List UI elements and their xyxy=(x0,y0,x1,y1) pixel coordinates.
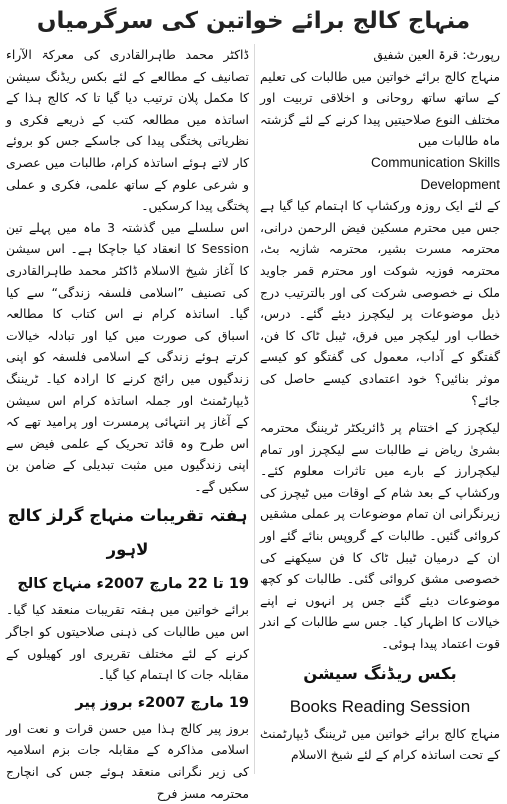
english-line: Communication Skills xyxy=(370,154,500,170)
paragraph: لیکچرز کے اختتام پر ڈائریکٹر ٹریننگ محترمہ بشریٰ ریاض نے طالبات سے لیکچرز اور تمام لیکچرارز کے بارے میں تاثرات معلوم کئے۔ ورکشاپ کے بعد شام کے اوقات میں ٹیچرز کی زیرنگرانی ان تمام موضوعات پر عملی مشقیں کروائی گئیں۔ طالبات کے گروپس بنائے گئے اور ان کے درمیان ٹیبل ٹاک کا فن سیکھنے کی خصوصی مشق کروائی گئی۔ طالبات کو کچھ موضوعات دیئے گئے جس پر انہوں نے اپنے خیالات کا اظہار کیا۔ جس سے طالبات کے اندر قوت اعتماد پیدا ہوئی۔ xyxy=(260,420,500,652)
right-column xyxy=(260,44,500,778)
paragraph: بروز پیر کالج ہذا میں حسن قرات و نعت اور اسلامی مذاکرہ کے مقابلہ جات بزم اسلامیہ کی زیر نگرانی منعقد ہوئے جس کی انچارج محترمہ مسز فرح xyxy=(6,720,249,801)
byline: رپورٹ: قرۃ العین شفیق xyxy=(373,47,500,62)
page-title: منہاج کالج برائے خواتین کی سرگرمیاں xyxy=(36,8,471,34)
section-heading: بکس ریڈنگ سیشن xyxy=(303,663,457,683)
paragraph: منہاج کالج برائے خواتین میں ٹریننگ ڈیپارٹمنٹ کے تحت اساتذہ کرام کے لئے شیخ الاسلام xyxy=(260,725,500,763)
dateline: 19 تا 22 مارچ 2007ء منہاج کالج xyxy=(17,576,249,593)
left-column xyxy=(6,44,249,801)
section-heading-english: Books Reading Session xyxy=(289,696,471,716)
dateline: 19 مارچ 2007ء بروز پیر xyxy=(75,694,249,711)
column-divider xyxy=(254,44,255,774)
paragraph: منہاج کالج برائے خواتین میں طالبات کی تعلیم کے ساتھ ساتھ روحانی و اخلاقی تربیت اور مختلف النوع صلاحیتیں پیدا کرنے کے لئے گزشتہ ماہ طالبات میں xyxy=(260,68,500,149)
english-line: Development xyxy=(420,176,500,192)
paragraph: برائے خواتین میں ہفتہ تقریبات منعقد کیا گیا۔ اس میں طالبات کی ذہنی صلاحیتوں کو اجاگر کرنے کے لئے مختلف تقریری اور کھیلوں کے مقابلہ جات کا اہتمام کیا گیا۔ xyxy=(6,602,249,683)
paragraph: کے لئے ایک روزہ ورکشاپ کا اہتمام کیا گیا ہے جس میں محترم مسکین فیض الرحمن درانی، محترمہ مسرت بشیر، محترمہ شازیہ بٹ، محترمہ فوزیہ شوکت اور محترم قمر جاوید ملک نے خصوصی شرکت کی اور بالترتیب درج ذیل موضوعات پر لیکچرز دیئے گئے۔ درس، خطاب اور لیکچر میں فرق، ٹیبل ٹاک کا فن، گفتگو کے آداب، معمول کی گفتگو کو کیسے موثر بنائیں؟ خود اعتمادی کیسے حاصل کی جائے؟ xyxy=(260,198,500,408)
section-heading: ہفتہ تقریبات منہاج گرلز کالج لاہور xyxy=(7,506,248,560)
paragraph: ڈاکٹر محمد طاہرالقادری کی معرکۃ الآراء تصانیف کے مطالعے کے لئے بکس ریڈنگ سیشن کا مکمل پلان ترتیب دیا گیا تا کہ کالج ہذا کے اساتذہ میں مطالعہ کتب کے ذریعے فکری و نظریاتی پختگی پیدا کی جاسکے جس کو بروئے کار لاتے ہوئے اساتذہ کرام، طالبات میں عصری و شرعی علوم کے ساتھ علمی، فکری و عملی پختگی پیدا کرسکیں۔ xyxy=(6,47,249,214)
paragraph: اس سلسلے میں گذشتہ 3 ماہ میں پہلے تین Session کا انعقاد کیا جاچکا ہے۔ اس سیشن کا آغاز شیخ الاسلام ڈاکٹر محمد طاہرالقادری کی تصنیف ”اسلامی فلسفہ زندگی“ سے کیا گیا۔ اساتذہ کرام نے اس کتاب کا مطالعہ اسباق کی صورت میں کیا اور تبادلہ خیالات کرتے ہوئے زندگی کے اسلامی فلسفہ کو اپنی زندگیوں میں رائج کرنے کا ارادہ کیا۔ ٹریننگ ڈیپارٹمنٹ اور جملہ اساتذہ کرام اس سیشن کے آغاز پر انتہائی پرمسرت اور پرامید تھے کہ اس طرح وہ قائد تحریک کے علمی فیض سے اپنی زندگیوں میں مثبت تبدیلی کے ضامن بن سکیں گے۔ xyxy=(6,219,249,494)
